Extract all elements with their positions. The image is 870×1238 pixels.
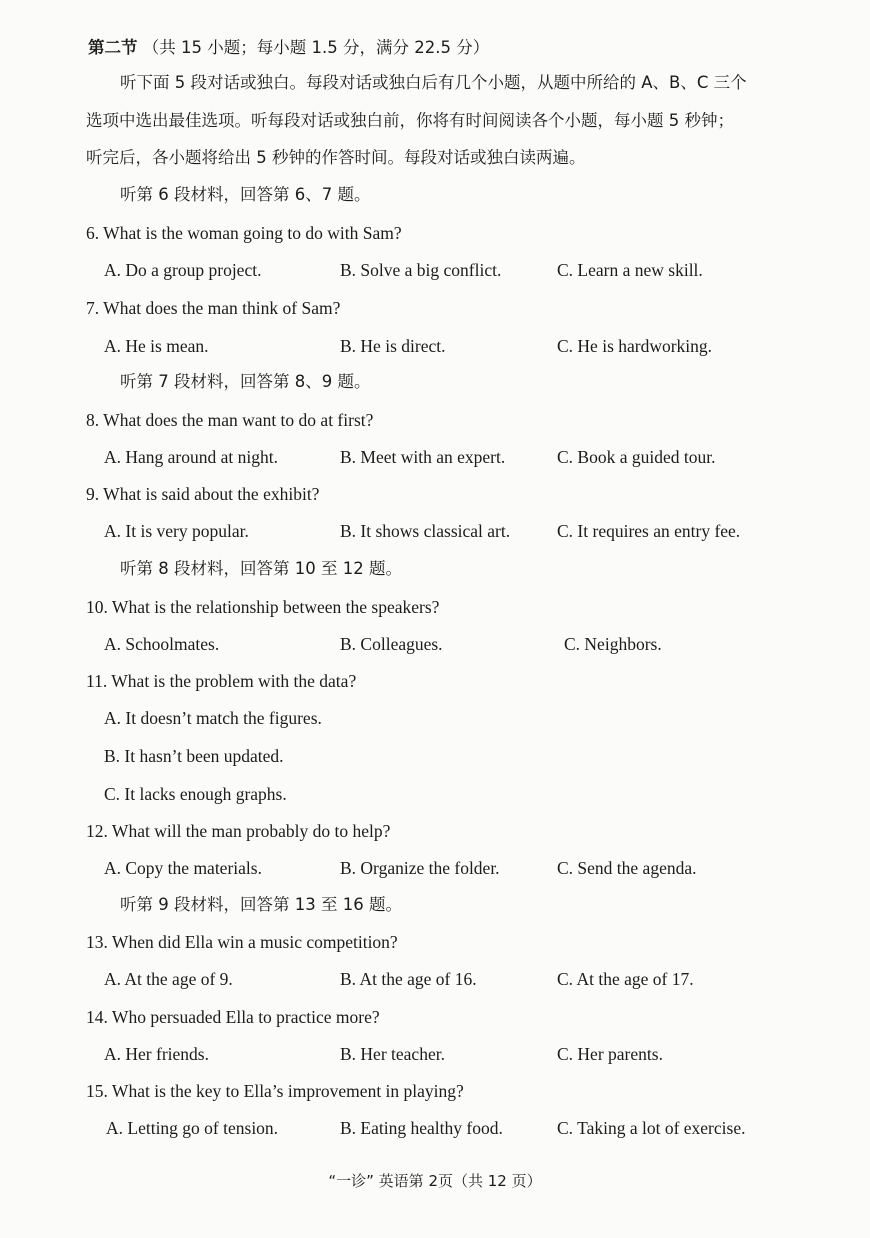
question-7-option-b: B. He is direct. bbox=[340, 336, 446, 356]
question-15-stem: 15. What is the key to Ella’s improvement in playing? bbox=[86, 1081, 464, 1101]
question-8-option-c: C. Book a guided tour. bbox=[557, 447, 716, 467]
question-6-option-c: C. Learn a new skill. bbox=[557, 260, 703, 280]
question-11-option-c: C. It lacks enough graphs. bbox=[104, 784, 287, 804]
question-13-option-b: B. At the age of 16. bbox=[340, 969, 477, 989]
question-8-option-a: A. Hang around at night. bbox=[104, 447, 278, 467]
question-9-option-b: B. It shows classical art. bbox=[340, 521, 511, 541]
question-10-option-b: B. Colleagues. bbox=[340, 634, 443, 654]
question-13-option-c: C. At the age of 17. bbox=[557, 969, 694, 989]
question-8-option-b: B. Meet with an expert. bbox=[340, 447, 506, 467]
instruction-line-1: 听下面 5 段对话或独白。每段对话或独白后有几个小题，从题中所给的 A、B、C 三个 bbox=[120, 73, 747, 92]
question-15-option-a: A. Letting go of tension. bbox=[106, 1118, 279, 1138]
material-7-heading: 听第 7 段材料，回答第 8、9 题。 bbox=[120, 372, 371, 391]
section-header bbox=[88, 37, 489, 59]
question-9-option-a: A. It is very popular. bbox=[104, 521, 249, 541]
section-note: （共 15 小题；每小题 1.5 分，满分 22.5 分） bbox=[142, 38, 490, 57]
question-6-option-a: A. Do a group project. bbox=[104, 260, 262, 280]
section-title: 第二节 bbox=[88, 38, 138, 57]
question-11-option-a: A. It doesn’t match the figures. bbox=[104, 708, 322, 728]
question-15-option-c: C. Taking a lot of exercise. bbox=[557, 1118, 746, 1138]
question-10-option-a: A. Schoolmates. bbox=[104, 634, 220, 654]
question-6-stem: 6. What is the woman going to do with Sam? bbox=[86, 223, 402, 243]
question-12-stem: 12. What will the man probably do to help? bbox=[86, 821, 391, 841]
question-7-option-a: A. He is mean. bbox=[104, 336, 209, 356]
material-6-heading: 听第 6 段材料，回答第 6、7 题。 bbox=[120, 185, 371, 204]
question-14-option-c: C. Her parents. bbox=[557, 1044, 663, 1064]
instruction-line-2: 选项中选出最佳选项。听每段对话或独白前，你将有时间阅读各个小题，每小题 5 秒钟； bbox=[86, 111, 734, 130]
question-7-option-c: C. He is hardworking. bbox=[557, 336, 713, 356]
question-15-option-b: B. Eating healthy food. bbox=[340, 1118, 503, 1138]
question-11-option-b: B. It hasn’t been updated. bbox=[104, 746, 284, 766]
question-6-option-b: B. Solve a big conflict. bbox=[340, 260, 502, 280]
question-13-stem: 13. When did Ella win a music competition? bbox=[86, 932, 398, 952]
question-14-stem: 14. Who persuaded Ella to practice more? bbox=[86, 1007, 380, 1027]
material-9-heading: 听第 9 段材料，回答第 13 至 16 题。 bbox=[120, 895, 402, 914]
instruction-line-3: 听完后，各小题将给出 5 秒钟的作答时间。每段对话或独白读两遍。 bbox=[86, 148, 586, 167]
question-12-option-a: A. Copy the materials. bbox=[104, 858, 262, 878]
question-10-option-c: C. Neighbors. bbox=[564, 634, 662, 654]
question-7-stem: 7. What does the man think of Sam? bbox=[86, 298, 341, 318]
question-9-option-c: C. It requires an entry fee. bbox=[557, 521, 741, 541]
question-14-option-a: A. Her friends. bbox=[104, 1044, 209, 1064]
question-11-stem: 11. What is the problem with the data? bbox=[86, 671, 357, 691]
page-footer: “一诊” 英语第 2页（共 12 页） bbox=[328, 1172, 542, 1190]
material-8-heading: 听第 8 段材料，回答第 10 至 12 题。 bbox=[120, 559, 402, 578]
question-13-option-a: A. At the age of 9. bbox=[104, 969, 233, 989]
question-9-stem: 9. What is said about the exhibit? bbox=[86, 484, 320, 504]
question-12-option-b: B. Organize the folder. bbox=[340, 858, 500, 878]
question-10-stem: 10. What is the relationship between the speakers? bbox=[86, 597, 440, 617]
question-14-option-b: B. Her teacher. bbox=[340, 1044, 445, 1064]
question-8-stem: 8. What does the man want to do at first? bbox=[86, 410, 374, 430]
question-12-option-c: C. Send the agenda. bbox=[557, 858, 697, 878]
